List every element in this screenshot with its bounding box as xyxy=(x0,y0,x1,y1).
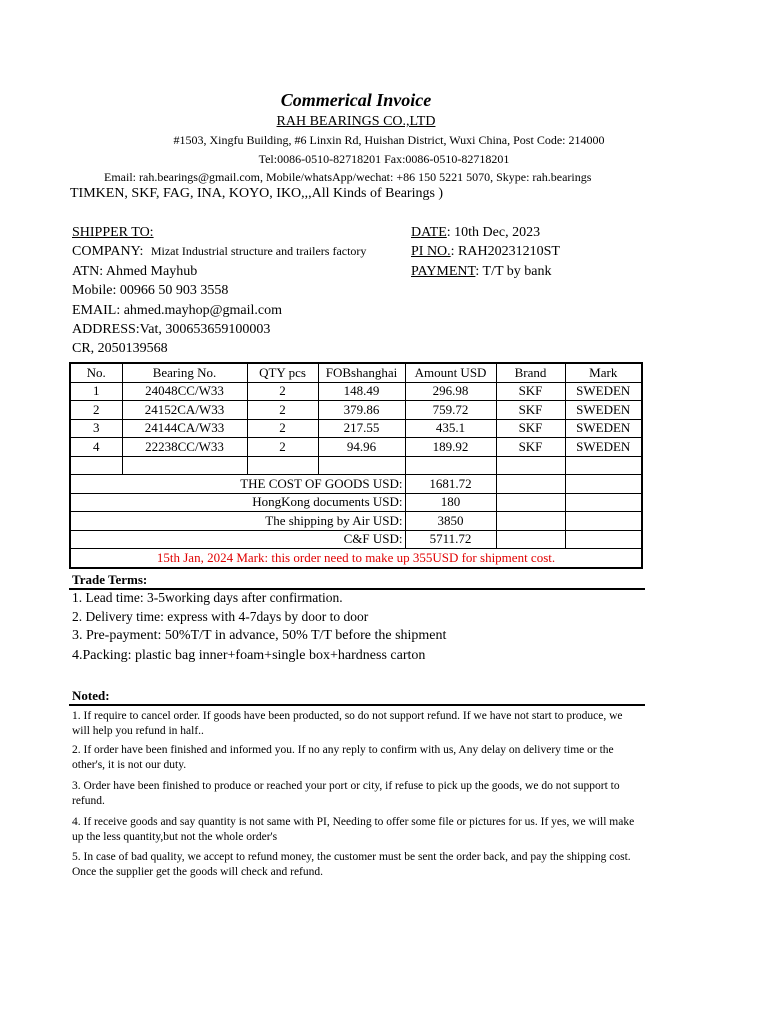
company-value: Mizat Industrial structure and trailers factory xyxy=(150,244,367,258)
cell-no: 2 xyxy=(70,401,122,420)
cell-bearing: 24144CA/W33 xyxy=(122,419,247,438)
items-table xyxy=(69,362,643,569)
header-cell: QTY pcs xyxy=(247,363,318,382)
trade-term-item: 4.Packing: plastic bag inner+foam+single box+hardness carton xyxy=(72,648,426,663)
shipper-heading: SHIPPER TO: xyxy=(72,225,154,240)
company-contact: Email: rah.bearings@gmail.com, Mobile/whatsApp/wechat: +86 150 5221 5070, Skype: rah.bearings xyxy=(104,170,592,184)
total-value: 180 xyxy=(405,493,496,512)
cell-mark: SWEDEN xyxy=(565,401,642,420)
company-label: COMPANY: xyxy=(72,244,144,259)
cell-brand: SKF xyxy=(496,401,565,420)
empty-cell xyxy=(496,475,565,494)
cell-bearing: 24152CA/W33 xyxy=(122,401,247,420)
total-label: The shipping by Air USD: xyxy=(70,512,405,531)
empty-cell xyxy=(565,530,642,549)
empty-cell xyxy=(565,456,642,475)
empty-cell xyxy=(247,456,318,475)
noted-item: 4. If receive goods and say quantity is not same with PI, Needing to offer some file or pictures for us. If yes, we will make up the less quantity,but not the whole order's xyxy=(72,816,635,843)
cell-fob: 217.55 xyxy=(318,419,405,438)
pi-label: PI NO. xyxy=(411,244,451,259)
cell-fob: 148.49 xyxy=(318,382,405,401)
cell-qty: 2 xyxy=(247,401,318,420)
cell-qty: 2 xyxy=(247,382,318,401)
cell-brand: SKF xyxy=(496,382,565,401)
cell-no: 4 xyxy=(70,438,122,457)
cell-no: 1 xyxy=(70,382,122,401)
payment-value: : T/T by bank xyxy=(475,264,552,279)
total-label: HongKong documents USD: xyxy=(70,493,405,512)
trade-term-item: 3. Pre-payment: 50%T/T in advance, 50% T/T before the shipment xyxy=(72,628,447,643)
date-value: : 10th Dec, 2023 xyxy=(446,225,541,240)
empty-cell xyxy=(496,530,565,549)
empty-cell xyxy=(565,493,642,512)
empty-cell xyxy=(70,456,122,475)
company-address: #1503, Xingfu Building, #6 Linxin Rd, Huishan District, Wuxi China, Post Code: 214000 xyxy=(173,133,605,147)
cell-qty: 2 xyxy=(247,438,318,457)
total-label: C&F USD: xyxy=(70,530,405,549)
pi-value: : RAH20231210ST xyxy=(450,244,560,259)
company-name: RAH BEARINGS CO.,LTD xyxy=(276,114,436,129)
payment-label: PAYMENT xyxy=(411,264,476,279)
company-tel: Tel:0086-0510-82718201 Fax:0086-0510-82718201 xyxy=(258,152,510,166)
shipper-address: ADDRESS:Vat, 300653659100003 xyxy=(72,322,271,337)
table-row xyxy=(70,401,642,420)
noted-item: 2. If order have been finished and informed you. If no any reply to confirm with us, Any delay on delivery time or the other's, it is not our duty. xyxy=(72,744,614,771)
cell-brand: SKF xyxy=(496,419,565,438)
table-row xyxy=(70,419,642,438)
header-cell: Brand xyxy=(496,363,565,382)
total-label: THE COST OF GOODS USD: xyxy=(70,475,405,494)
cell-bearing: 24048CC/W33 xyxy=(122,382,247,401)
cell-amount: 189.92 xyxy=(405,438,496,457)
header-cell: Bearing No. xyxy=(122,363,247,382)
trade-term-item: 2. Delivery time: express with 4-7days by door to door xyxy=(72,609,369,624)
cell-amount: 296.98 xyxy=(405,382,496,401)
cell-bearing: 22238CC/W33 xyxy=(122,438,247,457)
empty-cell xyxy=(122,456,247,475)
cell-fob: 379.86 xyxy=(318,401,405,420)
empty-cell xyxy=(496,512,565,531)
table-header-row xyxy=(70,363,642,382)
invoice-pi xyxy=(411,244,560,260)
total-row xyxy=(70,512,642,531)
empty-cell xyxy=(565,475,642,494)
shipper-email: EMAIL: ahmed.mayhop@gmail.com xyxy=(72,303,283,318)
date-label: DATE xyxy=(411,225,447,240)
total-value: 1681.72 xyxy=(405,475,496,494)
cell-mark: SWEDEN xyxy=(565,419,642,438)
empty-cell xyxy=(496,493,565,512)
cell-amount: 435.1 xyxy=(405,419,496,438)
empty-cell xyxy=(318,456,405,475)
shipper-atn: ATN: Ahmed Mayhub xyxy=(72,264,198,279)
total-row xyxy=(70,530,642,549)
cell-mark: SWEDEN xyxy=(565,382,642,401)
header-cell: Mark xyxy=(565,363,642,382)
shipper-mobile: Mobile: 00966 50 903 3558 xyxy=(72,283,229,298)
shipper-company xyxy=(72,244,366,260)
remark-row xyxy=(70,549,642,568)
header-cell: Amount USD xyxy=(405,363,496,382)
total-row xyxy=(70,493,642,512)
noted-item: 3. Order have been finished to produce or reached your port or city, if refuse to pick up the goods, we do not support to refund. xyxy=(72,780,620,807)
noted-item: 5. In case of bad quality, we accept to refund money, the customer must be sent the order back, and pay the shipping cost. Once the supplier get the goods will check and refund. xyxy=(72,851,631,878)
invoice-payment xyxy=(411,264,552,280)
cell-no: 3 xyxy=(70,419,122,438)
noted-divider xyxy=(69,704,645,706)
total-value: 3850 xyxy=(405,512,496,531)
empty-cell xyxy=(496,456,565,475)
table-row xyxy=(70,382,642,401)
trade-terms-heading: Trade Terms: xyxy=(72,572,148,587)
shipper-cr: CR, 2050139568 xyxy=(72,341,168,356)
total-row xyxy=(70,475,642,494)
brands-line: TIMKEN, SKF, FAG, INA, KOYO, IKO,,,All Kinds of Bearings ) xyxy=(70,186,444,201)
invoice-title: Commerical Invoice xyxy=(280,90,432,110)
empty-cell xyxy=(565,512,642,531)
header-cell: FOBshanghai xyxy=(318,363,405,382)
cell-mark: SWEDEN xyxy=(565,438,642,457)
cell-qty: 2 xyxy=(247,419,318,438)
cell-amount: 759.72 xyxy=(405,401,496,420)
empty-cell xyxy=(405,456,496,475)
remark-text: 15th Jan, 2024 Mark: this order need to make up 355USD for shipment cost. xyxy=(70,549,642,568)
cell-brand: SKF xyxy=(496,438,565,457)
noted-item: 1. If require to cancel order. If goods have been producted, so do not support refund. If we have not start to produce, we will help you refund in half.. xyxy=(72,710,623,737)
invoice-date xyxy=(411,225,540,241)
trade-term-item: 1. Lead time: 3-5working days after confirmation. xyxy=(72,590,343,605)
noted-heading: Noted: xyxy=(72,688,110,703)
cell-fob: 94.96 xyxy=(318,438,405,457)
total-value: 5711.72 xyxy=(405,530,496,549)
table-row-empty xyxy=(70,456,642,475)
header-cell: No. xyxy=(70,363,122,382)
table-row xyxy=(70,438,642,457)
